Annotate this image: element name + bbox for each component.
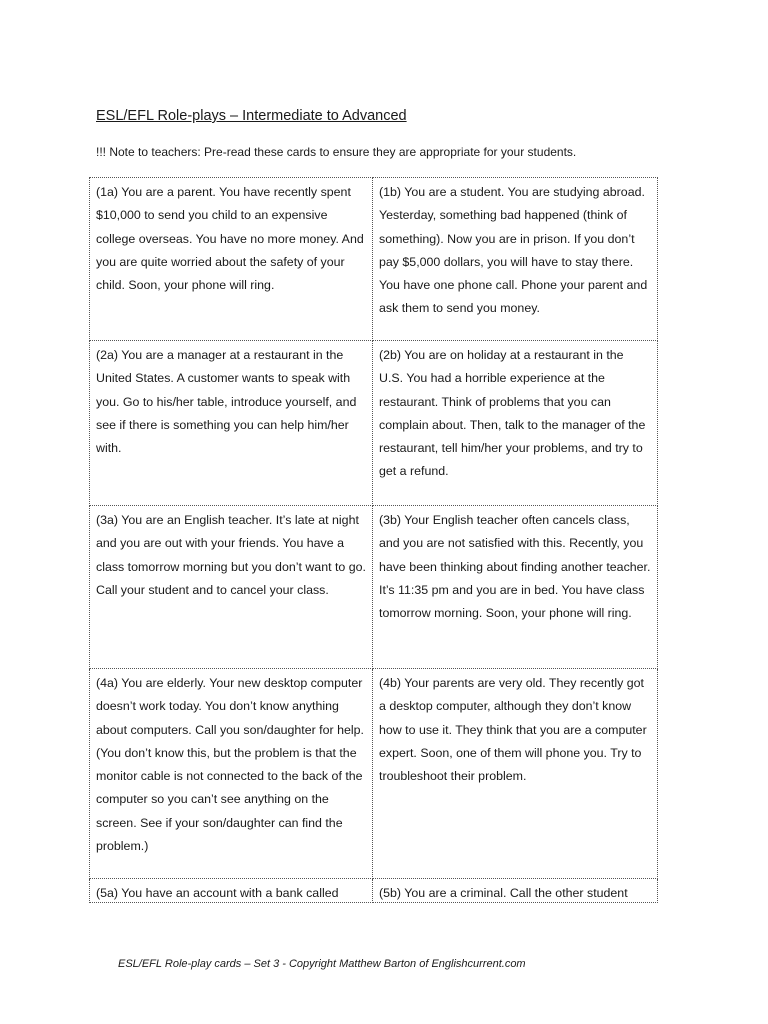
page-footer: ESL/EFL Role-play cards – Set 3 - Copyright Matthew Barton of Englishcurrent.com <box>118 958 526 970</box>
card-text: (1b) You are a student. You are studying abroad. Yesterday, something bad happened (think of something). Now you are in prison. If you don’t pay $5,000 dollars, you will have to stay there. You have one phone call. Phone your parent and ask them to send you money. <box>379 185 648 316</box>
role-play-cards-table <box>89 177 658 903</box>
card-text: (5b) You are a criminal. Call the other student <box>379 886 628 900</box>
card-row-3 <box>90 506 658 669</box>
teacher-note: !!! Note to teachers: Pre-read these cards to ensure they are appropriate for your students. <box>96 145 577 159</box>
card-row-2 <box>90 341 658 506</box>
card-text: (2a) You are a manager at a restaurant in the United States. A customer wants to speak with you. Go to his/her table, introduce yourself, and see if there is something you can help him/her with. <box>96 348 357 456</box>
card-4a <box>90 669 373 879</box>
card-row-5 <box>90 879 658 903</box>
card-1a <box>90 178 373 341</box>
card-5b <box>373 879 658 903</box>
card-text: (2b) You are on holiday at a restaurant in the U.S. You had a horrible experience at the restaurant. Think of problems that you can complain about. Then, talk to the manager of the restaurant, tell him/her your problems, and try to get a refund. <box>379 348 646 479</box>
page-title: ESL/EFL Role-plays – Intermediate to Advanced <box>96 108 407 124</box>
card-2a <box>90 341 373 506</box>
card-row-1 <box>90 178 658 341</box>
card-4b <box>373 669 658 879</box>
card-5a <box>90 879 373 903</box>
card-text: (3b) Your English teacher often cancels class, and you are not satisfied with this. Recently, you have been thinking about finding another teacher. It’s 11:35 pm and you are in bed. You have class tomorrow morning. Soon, your phone will ring. <box>379 513 651 621</box>
card-2b <box>373 341 658 506</box>
card-text: (4a) You are elderly. Your new desktop computer doesn’t work today. You don’t know anything about computers. Call you son/daughter for help. (You don’t know this, but the problem is that the monitor cable is not connected to the back of the computer so you can’t see anything on the screen. See if your son/daughter can find the problem.) <box>96 676 364 854</box>
card-3a <box>90 506 373 669</box>
card-text: (1a) You are a parent. You have recently spent $10,000 to send you child to an expensive college overseas. You have no more money. And you are quite worried about the safety of your child. Soon, your phone will ring. <box>96 185 364 293</box>
card-3b <box>373 506 658 669</box>
card-text: (3a) You are an English teacher. It’s late at night and you are out with your friends. You have a class tomorrow morning but you don’t want to go. Call your student and to cancel your class. <box>96 513 366 597</box>
card-row-4 <box>90 669 658 879</box>
card-1b <box>373 178 658 341</box>
card-text: (5a) You have an account with a bank called <box>96 886 339 900</box>
card-text: (4b) Your parents are very old. They recently got a desktop computer, although they don’t know how to use it. They think that you are a computer expert. Soon, one of them will phone you. Try to troubleshoot their problem. <box>379 676 647 784</box>
